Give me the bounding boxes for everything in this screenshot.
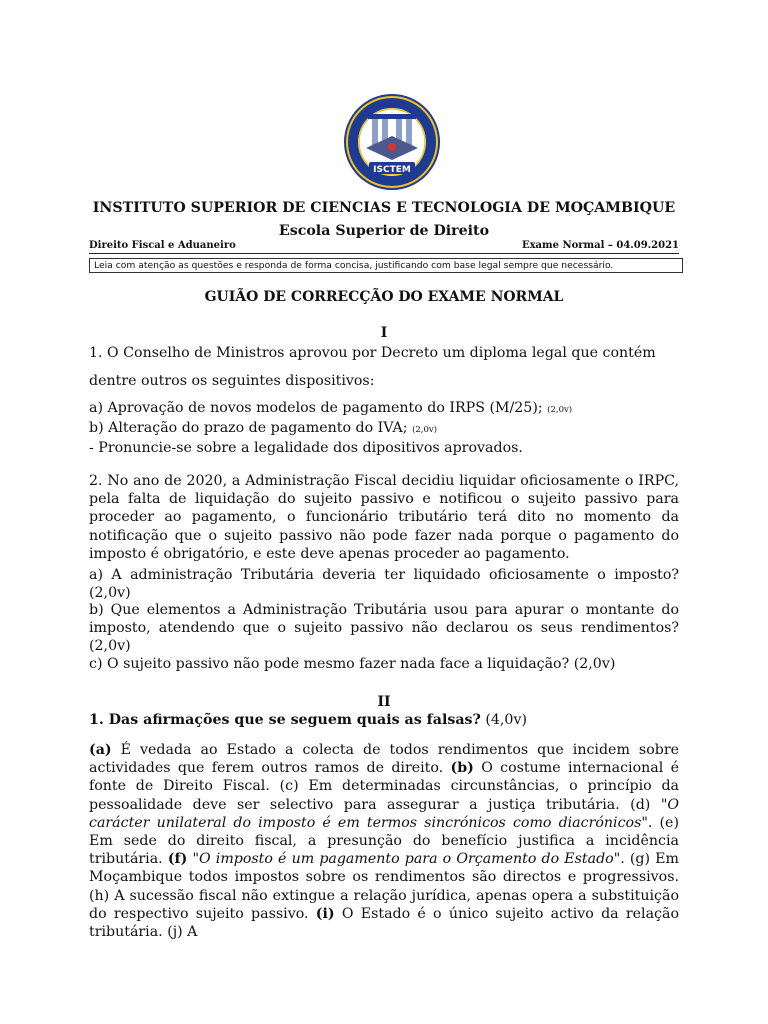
question-1-line-2: dentre outros os seguintes dispositivos:	[89, 373, 375, 389]
institution-name: INSTITUTO SUPERIOR DE CIENCIAS E TECNOLOGIA DE MOÇAMBIQUE	[92, 200, 676, 216]
statements-g-h-text: . (g) Em Moçambique todos impostos sobre os rendimentos são directos e progressivos. (h) A sucessão fiscal não extingue a relação jurídica, apenas opera a substituição do respectivo sujeito passivo.	[89, 851, 679, 922]
section-2-question-1	[89, 711, 679, 729]
statement-f-quote: "O imposto é um pagamento para o Orçamento do Estado"	[187, 851, 621, 868]
statements-paragraph	[89, 741, 679, 941]
exam-meta-row	[89, 240, 679, 254]
isctem-logo-emblem	[342, 92, 442, 192]
question-1a	[89, 399, 679, 419]
question-2b: b) Que elementos a Administração Tributária usou para apurar o montante do imposto, atendendo que o sujeito passivo não declarou os seus rendimentos? (2,0v)	[89, 602, 679, 655]
section-heading-ii: II	[377, 694, 391, 710]
question-1b-points: (2,0v)	[412, 425, 438, 435]
statement-d-quote: "O carácter unilateral do imposto é em termos sincrónicos como diacrónicos"	[89, 796, 679, 831]
course-name: Direito Fiscal e Aduaneiro	[89, 240, 236, 251]
question-1b	[89, 419, 679, 439]
statement-e-text: . (e) Em sede do direito fiscal, a presunção do benefício justifica a incidência tributária.	[89, 814, 679, 868]
school-name: Escola Superior de Direito	[278, 223, 490, 239]
statements-b-to-d-text: O costume internacional é fonte de Direito Fiscal. (c) Em determinadas circunstâncias, o princípio da pessoalidade deve ser selectivo para assegurar a justiça tributária. (d)	[89, 760, 679, 813]
statement-f-label: (f)	[167, 851, 188, 868]
section-heading-i: I	[380, 325, 388, 341]
statement-a-text: É vedada ao Estado a colecta de todos rendimentos que incidem sobre actividades que ferem outros ramos de direito.	[89, 742, 679, 777]
statement-a-label: (a)	[89, 742, 112, 758]
question-2c: c) O sujeito passivo não pode mesmo fazer nada face a liquidação? (2,0v)	[89, 656, 616, 672]
question-1b-text: b) Alteração do prazo de pagamento do IVA;	[89, 420, 408, 436]
document-title: GUIÃO DE CORRECÇÃO DO EXAME NORMAL	[204, 289, 564, 305]
question-1-instruction: - Pronuncie-se sobre a legalidade dos dipositivos aprovados.	[89, 440, 523, 456]
exam-date: Exame Normal – 04.09.2021	[521, 240, 679, 251]
instructions-box: Leia com atenção as questões e responda de forma concisa, justificando com base legal sempre que necessário.	[89, 258, 683, 273]
question-2-text: 2. No ano de 2020, a Administração Fiscal decidiu liquidar oficiosamente o IRPC, pela falta de liquidação do sujeito passivo e notificou o sujeito passivo para proceder ao pagamento, o funcionário tributário terá dito no momento da notificação que o sujeito passivo não pode fazer nada porque o pagamento do imposto é obrigatório, e este deve apenas proceder ao pagamento.	[89, 473, 679, 562]
statement-b-label: (b)	[450, 760, 474, 777]
question-1a-points: (2,0v)	[547, 405, 573, 415]
section-2-question-1-text: 1. Das afirmações que se seguem quais as falsas?	[89, 712, 481, 728]
section-2-question-1-points: (4,0v)	[485, 712, 527, 728]
statement-i-label: (i)	[315, 905, 335, 922]
question-2a: a) A administração Tributária deveria ter liquidado oficiosamente o imposto? (2,0v)	[89, 567, 679, 602]
question-1-line-1: 1. O Conselho de Ministros aprovou por Decreto um diploma legal que contém	[89, 345, 656, 361]
statements-i-j-text: O Estado é o único sujeito activo da relação tributária. (j) A	[89, 905, 679, 941]
question-1a-text: a) Aprovação de novos modelos de pagamento do IRPS (M/25);	[89, 400, 543, 416]
logo-text: ISCTEM	[373, 165, 411, 175]
